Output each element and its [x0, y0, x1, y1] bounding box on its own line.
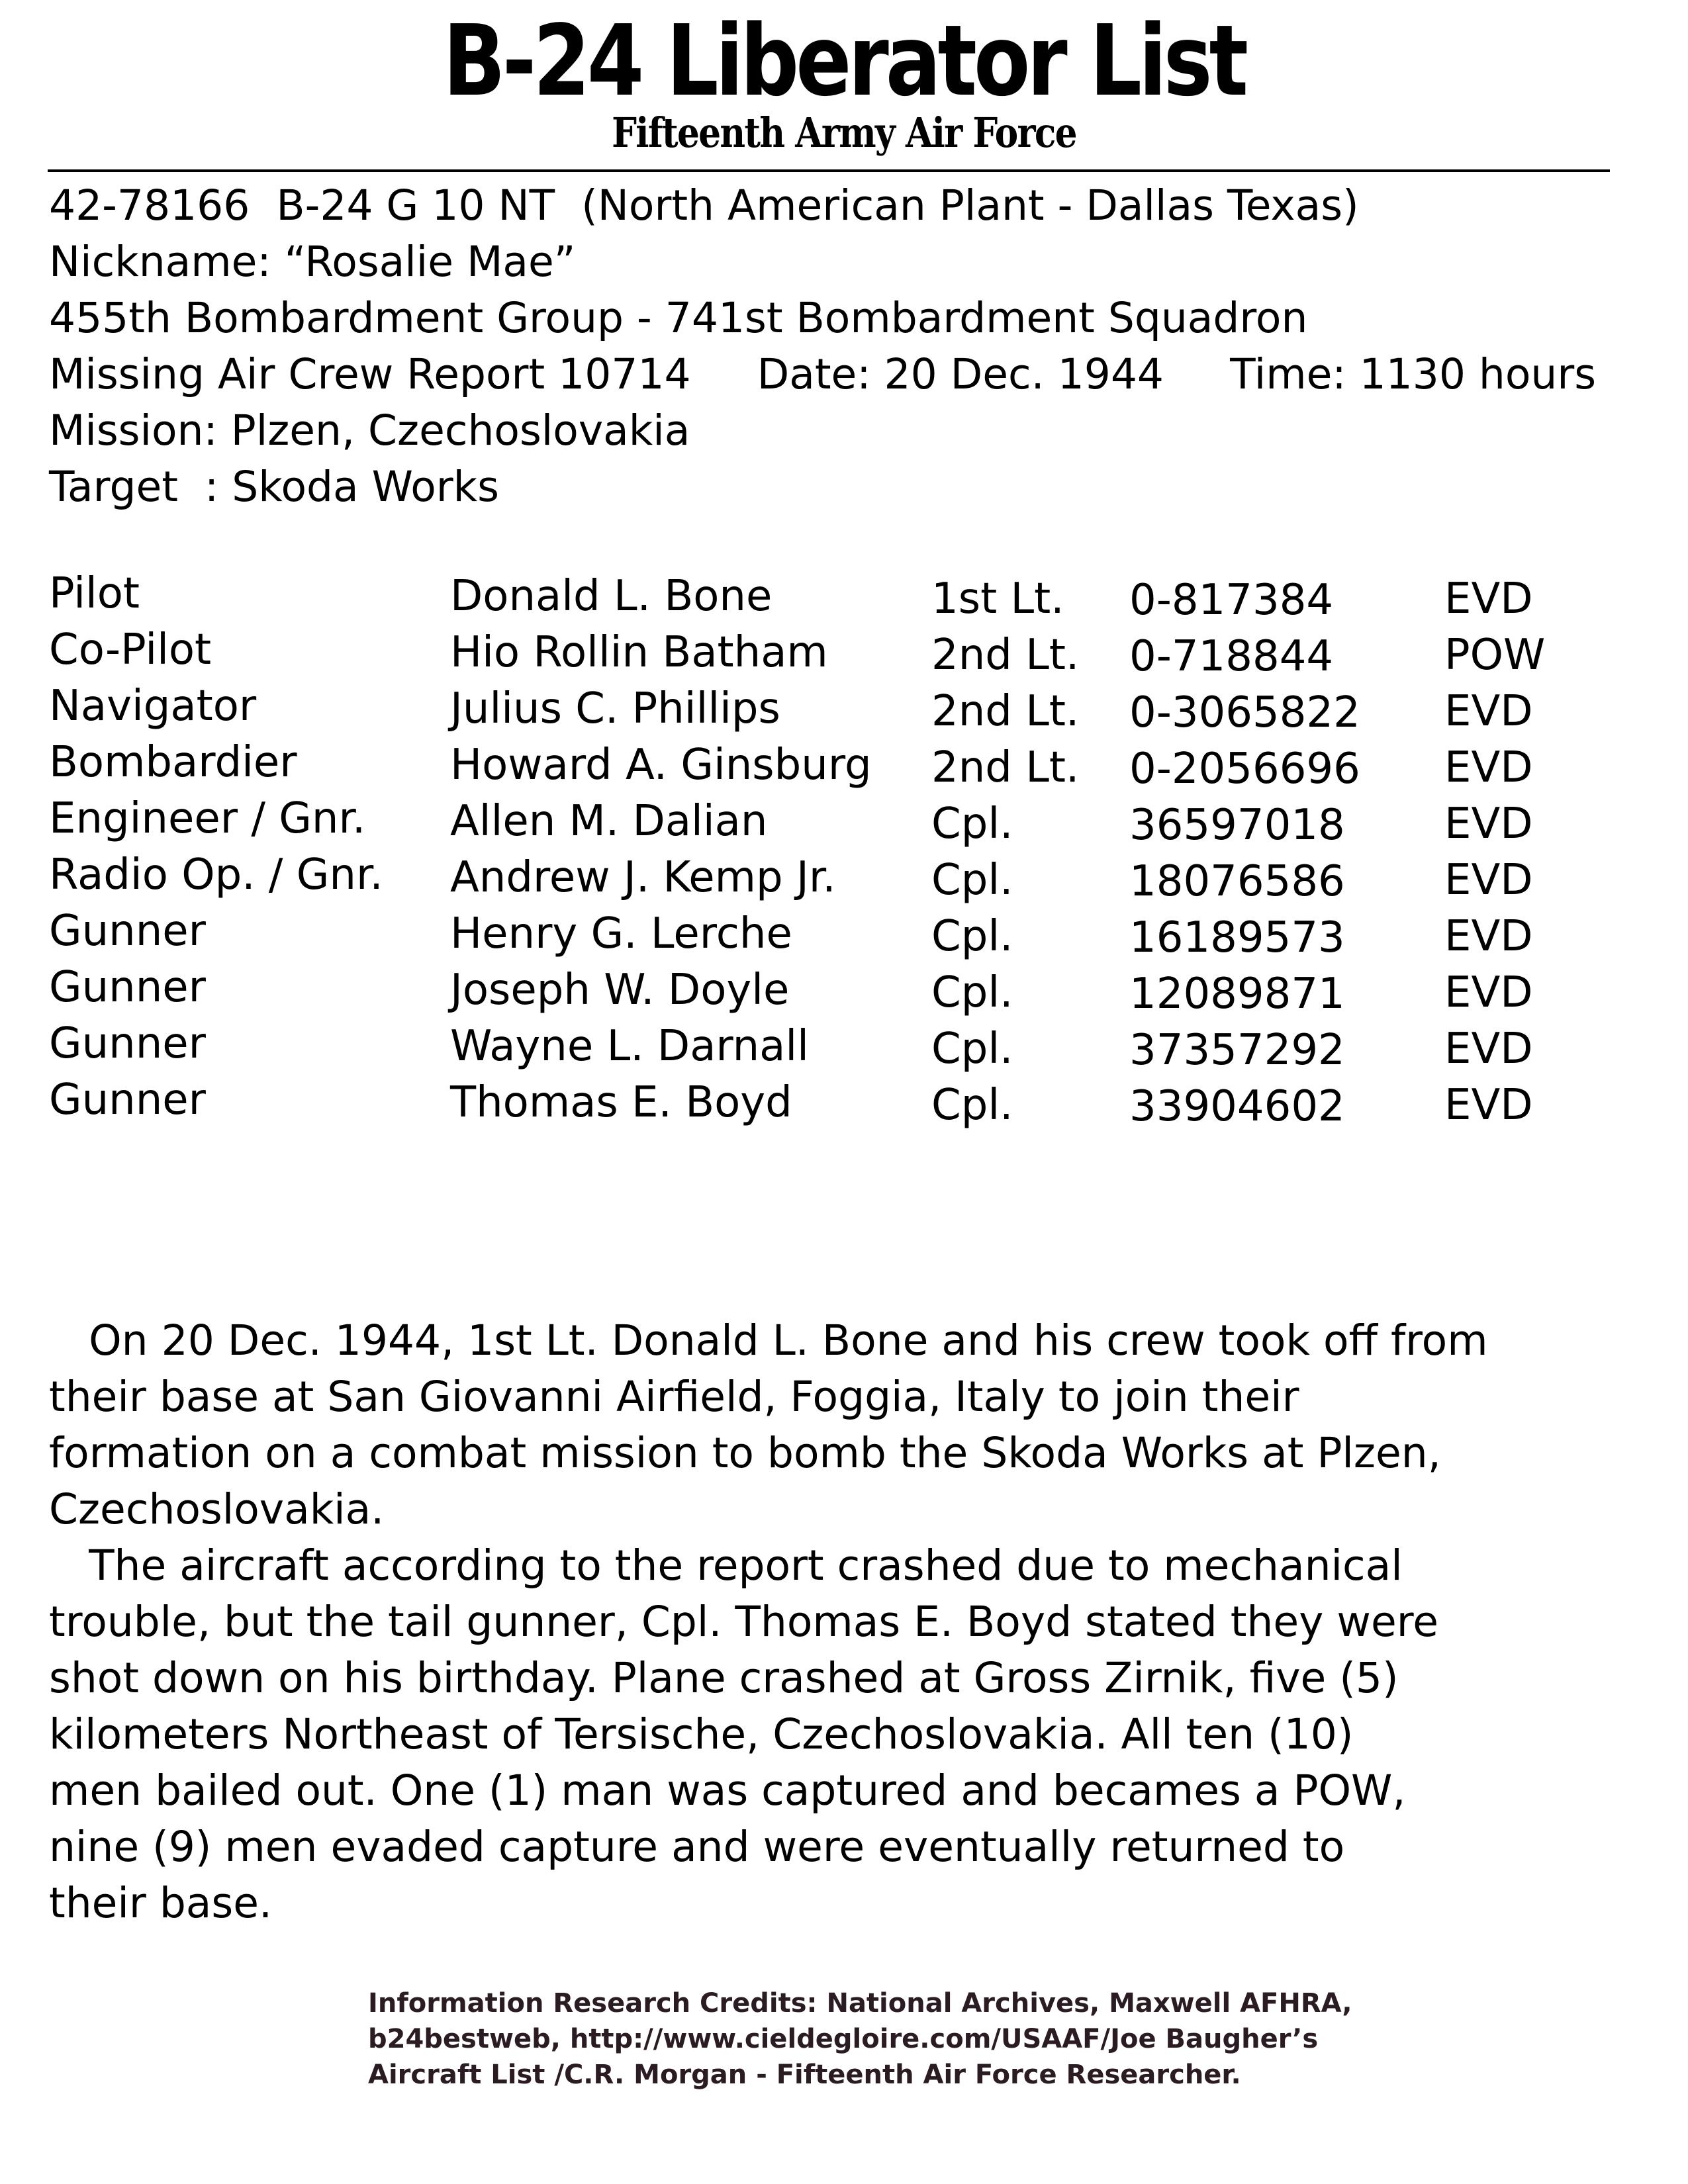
crew-serial: 18076586	[1129, 857, 1345, 906]
title-rule	[48, 169, 1610, 172]
crew-rank: 2nd Lt.	[931, 687, 1080, 736]
narrative-line: Czechoslovakia.	[49, 1485, 385, 1533]
crew-name: Henry G. Lerche	[450, 909, 792, 958]
crew-serial: 36597018	[1129, 801, 1345, 850]
crew-position: Gunner	[49, 963, 206, 1012]
narrative-line: nine (9) men evaded capture and were eventually returned to	[49, 1823, 1345, 1871]
crew-status: EVD	[1444, 574, 1533, 623]
narrative-line: On 20 Dec. 1944, 1st Lt. Donald L. Bone and his crew took off from	[49, 1316, 1488, 1365]
crew-serial: 33904602	[1129, 1082, 1345, 1131]
narrative-line: shot down on his birthday. Plane crashed at Gross Zirnik, five (5)	[49, 1654, 1399, 1702]
narrative	[49, 1312, 1638, 1931]
crew-position: Gunner	[49, 1019, 206, 1068]
crew-position: Gunner	[49, 1075, 206, 1124]
crew-name: Joseph W. Doyle	[450, 966, 790, 1015]
narrative-line: their base.	[49, 1879, 273, 1927]
crew-name: Howard A. Ginsburg	[450, 741, 872, 790]
macr-line: Missing Air Crew Report 10714 Date: 20 Dec. 1944 Time: 1130 hours	[49, 350, 1597, 398]
nickname-line: Nickname: “Rosalie Mae”	[49, 238, 576, 286]
crew-name: Allen M. Dalian	[450, 797, 768, 846]
crew-serial: 0-3065822	[1129, 688, 1360, 737]
credits-line: Aircraft List /C.R. Morgan - Fifteenth Air Force Researcher.	[368, 2060, 1241, 2090]
crew-serial: 16189573	[1129, 913, 1345, 962]
crew-rank: Cpl.	[931, 912, 1013, 961]
crew-status: EVD	[1444, 743, 1533, 792]
crew-name: Thomas E. Boyd	[450, 1078, 792, 1127]
group-line: 455th Bombardment Group - 741st Bombardment Squadron	[49, 294, 1308, 342]
crew-rank: 2nd Lt.	[931, 631, 1080, 680]
crew-serial: 0-2056696	[1129, 745, 1360, 794]
crew-position: Pilot	[49, 569, 140, 618]
aircraft-serial-line: 42-78166 B-24 G 10 NT (North American Plant - Dallas Texas)	[49, 181, 1359, 230]
crew-status: EVD	[1444, 1081, 1533, 1130]
crew-serial: 37357292	[1129, 1026, 1345, 1075]
crew-name: Andrew J. Kemp Jr.	[450, 853, 836, 902]
narrative-line: kilometers Northeast of Tersische, Czechoslovakia. All ten (10)	[49, 1710, 1354, 1758]
crew-status: EVD	[1444, 912, 1533, 961]
crew-name: Julius C. Phillips	[450, 684, 780, 733]
crew-status: EVD	[1444, 856, 1533, 905]
credits-line: Information Research Credits: National Archives, Maxwell AFHRA,	[368, 1988, 1352, 2019]
narrative-line: men bailed out. One (1) man was captured and becames a POW,	[49, 1766, 1406, 1815]
crew-position: Engineer / Gnr.	[49, 794, 366, 843]
narrative-line: formation on a combat mission to bomb the Skoda Works at Plzen,	[49, 1429, 1441, 1477]
aircraft-info	[49, 177, 1596, 515]
crew-rank: Cpl.	[931, 968, 1013, 1017]
page-subtitle: Fifteenth Army Air Force	[612, 109, 1076, 157]
narrative-line: trouble, but the tail gunner, Cpl. Thomas E. Boyd stated they were	[49, 1598, 1438, 1646]
crew-position: Gunner	[49, 907, 206, 956]
crew-rank: Cpl.	[931, 856, 1013, 905]
crew-serial: 12089871	[1129, 970, 1345, 1019]
narrative-line: their base at San Giovanni Airfield, Foggia, Italy to join their	[49, 1373, 1299, 1421]
crew-position: Co-Pilot	[49, 625, 212, 674]
page-title: B-24 Liberator List	[443, 4, 1245, 118]
crew-status: POW	[1444, 631, 1546, 680]
crew-status: EVD	[1444, 1024, 1533, 1073]
crew-status: EVD	[1444, 968, 1533, 1017]
crew-status: EVD	[1444, 687, 1533, 736]
research-credits	[368, 1985, 1352, 2093]
crew-position: Navigator	[49, 682, 257, 731]
target-line: Target : Skoda Works	[49, 463, 499, 511]
crew-name: Wayne L. Darnall	[450, 1022, 809, 1071]
crew-serial: 0-718844	[1129, 632, 1334, 681]
crew-rank: 1st Lt.	[931, 574, 1064, 623]
crew-status: EVD	[1444, 799, 1533, 848]
crew-rank: Cpl.	[931, 1081, 1013, 1130]
crew-rank: Cpl.	[931, 799, 1013, 848]
crew-position: Bombardier	[49, 738, 297, 787]
mission-line: Mission: Plzen, Czechoslovakia	[49, 406, 690, 455]
crew-rank: Cpl.	[931, 1024, 1013, 1073]
narrative-line: The aircraft according to the report crashed due to mechanical	[49, 1541, 1403, 1590]
crew-rank: 2nd Lt.	[931, 743, 1080, 792]
crew-name: Hio Rollin Batham	[450, 628, 828, 677]
credits-line: b24bestweb, http://www.cieldegloire.com/USAAF/Joe Baugher’s	[368, 2024, 1319, 2054]
crew-name: Donald L. Bone	[450, 572, 773, 621]
crew-serial: 0-817384	[1129, 576, 1334, 625]
crew-position: Radio Op. / Gnr.	[49, 850, 383, 899]
